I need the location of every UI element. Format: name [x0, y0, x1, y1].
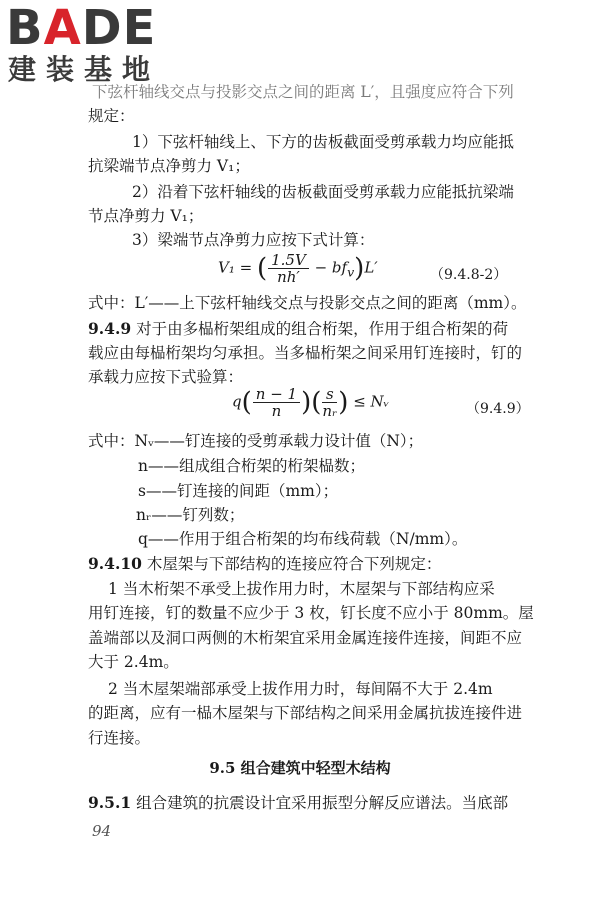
text-line: 下弦杆轴线交点与投影交点之间的距离 L′，且强度应符合下列	[92, 83, 514, 101]
text-line: 行连接。	[88, 729, 151, 747]
clause-9-5-1: 9.5.1 组合建筑的抗震设计宜采用振型分解反应谱法。当底部	[88, 793, 509, 812]
where-item: s——钉连接的间距（mm）；	[138, 482, 339, 500]
equation-9-4-8-2: V₁ = ( $\frac{1.5V}{nh'}$ − $bf_v)L'$	[218, 251, 378, 286]
text-line: 节点净剪力 V₁；	[88, 207, 204, 225]
text-line: 载应由每榀桁架均匀承担。当多榀桁架之间采用钉连接时，钉的	[88, 344, 523, 362]
paragraph: 2 当木屋架端部承受上拔作用力时，每间隔不大于 2.4m	[108, 680, 493, 698]
section-heading: 9.5 组合建筑中轻型木结构	[209, 759, 391, 777]
paragraph: 1 当木桁架不承受上拔作用力时，木屋架与下部结构应采	[108, 580, 495, 598]
clause-9-4-9: 9.4.9 对于由多榀桁架组成的组合桁架，作用于组合桁架的荷	[88, 319, 509, 338]
list-item: 1）下弦杆轴线上、下方的齿板截面受剪承载力均应能抵	[132, 133, 514, 151]
where-clause: 式中：Nᵥ——钉连接的受剪承载力设计值（N）；	[88, 432, 424, 450]
list-item: 3）梁端节点净剪力应按下式计算：	[132, 231, 375, 249]
where-item: n——组成组合桁架的桁架榀数；	[138, 457, 365, 475]
text-line: 抗梁端节点净剪力 V₁；	[88, 157, 250, 175]
equation-9-4-9: q( $\frac{n - 1}{n}$ )( $\frac{s}{\text{nᵣ}}$ ) ≤ Nᵥ	[232, 385, 390, 420]
page-number: 94	[92, 822, 112, 840]
text-line: 承载力应按下式验算：	[88, 368, 244, 386]
equation-number: （9.4.9）	[466, 401, 530, 417]
text-line: 大于 2.4m。	[88, 653, 179, 671]
logo-wordmark: BADE	[6, 0, 157, 56]
logo-subtitle: 建装基地	[8, 53, 161, 86]
equation-number: （9.4.8-2）	[430, 267, 508, 283]
where-clause: 式中：L′——上下弦杆轴线交点与投影交点之间的距离（mm）。	[88, 294, 527, 312]
text-line: 的距离，应有一榀木屋架与下部结构之间采用金属抗拔连接件进	[88, 704, 523, 722]
text-line: 用钉连接，钉的数量不应少于 3 枚，钉长度不应小于 80mm。屋	[88, 604, 534, 622]
text-line: 规定：	[88, 107, 135, 125]
text-line: 盖端部以及洞口两侧的木桁架宜采用金属连接件连接，间距不应	[88, 629, 523, 647]
where-item: q——作用于组合桁架的均布线荷载（N/mm）。	[138, 530, 468, 548]
list-item: 2）沿着下弦杆轴线的齿板截面受剪承载力应能抵抗梁端	[132, 183, 514, 201]
clause-9-4-10: 9.4.10 木屋架与下部结构的连接应符合下列规定：	[88, 554, 442, 573]
where-item: nᵣ——钉列数；	[136, 506, 245, 524]
